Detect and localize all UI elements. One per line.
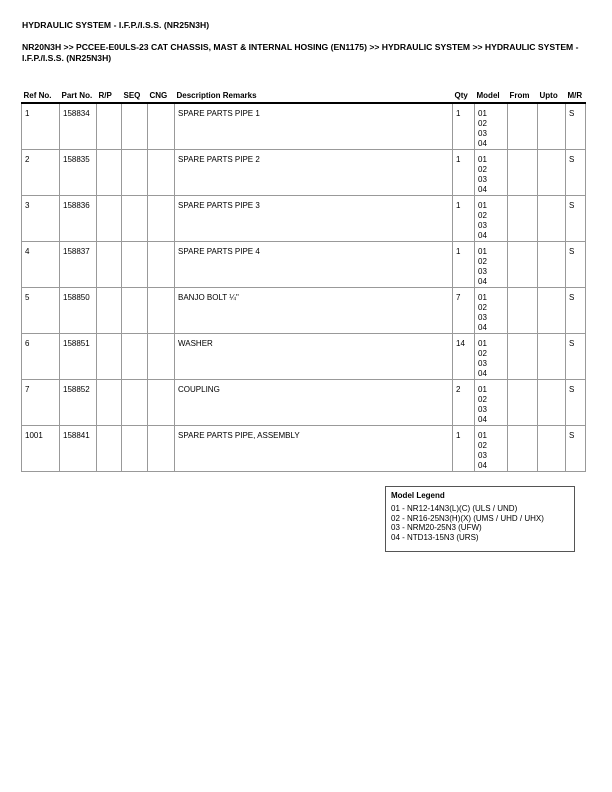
ref-no-cell: 1	[22, 103, 60, 150]
qty-cell: 2	[453, 380, 475, 426]
model-cell	[475, 196, 508, 242]
table-row	[22, 380, 586, 426]
model-cell	[475, 242, 508, 288]
model-code: 01	[478, 109, 487, 118]
ref-no-cell: 7	[22, 380, 60, 426]
table-header-row	[22, 87, 586, 103]
header-ref-no: Ref No.	[22, 87, 60, 103]
cng-cell	[148, 103, 175, 150]
ref-no-cell: 2	[22, 150, 60, 196]
mr-cell: S	[566, 426, 586, 472]
rp-cell	[97, 103, 122, 150]
header-seq: SEQ	[122, 87, 148, 103]
mr-cell: S	[566, 242, 586, 288]
model-code: 01	[478, 431, 487, 440]
mr-cell: S	[566, 288, 586, 334]
description-cell: SPARE PARTS PIPE 1	[175, 103, 453, 150]
rp-cell	[97, 288, 122, 334]
header-description: Description Remarks	[175, 87, 453, 103]
rp-cell	[97, 150, 122, 196]
from-cell	[508, 334, 538, 380]
model-legend	[385, 486, 575, 552]
mr-cell: S	[566, 196, 586, 242]
description-cell: SPARE PARTS PIPE 4	[175, 242, 453, 288]
header-mr: M/R	[566, 87, 586, 103]
model-code: 02	[478, 211, 487, 220]
upto-cell	[538, 288, 566, 334]
model-code: 04	[478, 323, 487, 332]
header-part-no: Part No.	[60, 87, 97, 103]
model-code: 03	[478, 451, 487, 460]
rp-cell	[97, 426, 122, 472]
upto-cell	[538, 150, 566, 196]
cng-cell	[148, 288, 175, 334]
seq-cell	[122, 334, 148, 380]
from-cell	[508, 242, 538, 288]
description-cell: BANJO BOLT ¼"	[175, 288, 453, 334]
model-code: 03	[478, 221, 487, 230]
model-cell	[475, 334, 508, 380]
seq-cell	[122, 150, 148, 196]
table-row	[22, 288, 586, 334]
legend-item: 01 - NR12-14N3(L)(C) (ULS / UND)	[391, 504, 518, 513]
qty-cell: 1	[453, 196, 475, 242]
model-cell	[475, 150, 508, 196]
model-cell	[475, 288, 508, 334]
rp-cell	[97, 196, 122, 242]
page-title: HYDRAULIC SYSTEM - I.F.P./I.S.S. (NR25N3H)	[22, 20, 210, 30]
table-row	[22, 103, 586, 150]
legend-item: 03 - NRM20-25N3 (UFW)	[391, 523, 482, 532]
model-code: 04	[478, 277, 487, 286]
cng-cell	[148, 426, 175, 472]
qty-cell: 1	[453, 150, 475, 196]
model-code: 02	[478, 303, 487, 312]
legend-title: Model Legend	[391, 491, 445, 500]
qty-cell: 1	[453, 242, 475, 288]
description-cell: SPARE PARTS PIPE 3	[175, 196, 453, 242]
upto-cell	[538, 334, 566, 380]
qty-cell: 1	[453, 103, 475, 150]
from-cell	[508, 426, 538, 472]
model-code: 01	[478, 385, 487, 394]
seq-cell	[122, 380, 148, 426]
table-row	[22, 426, 586, 472]
table-row	[22, 334, 586, 380]
model-code: 04	[478, 231, 487, 240]
model-code: 02	[478, 257, 487, 266]
model-code: 03	[478, 267, 487, 276]
from-cell	[508, 380, 538, 426]
part-no-cell: 158836	[60, 196, 97, 242]
model-code: 01	[478, 247, 487, 256]
part-no-cell: 158835	[60, 150, 97, 196]
model-code: 01	[478, 339, 487, 348]
seq-cell	[122, 288, 148, 334]
legend-item: 04 - NTD13-15N3 (URS)	[391, 532, 479, 542]
model-code: 03	[478, 129, 487, 138]
model-code: 02	[478, 119, 487, 128]
part-no-cell: 158850	[60, 288, 97, 334]
model-code: 01	[478, 293, 487, 302]
rp-cell	[97, 380, 122, 426]
upto-cell	[538, 380, 566, 426]
part-no-cell: 158837	[60, 242, 97, 288]
mr-cell: S	[566, 334, 586, 380]
parts-table	[21, 87, 586, 472]
model-code: 03	[478, 313, 487, 322]
header-upto: Upto	[538, 87, 566, 103]
seq-cell	[122, 196, 148, 242]
model-code: 04	[478, 185, 487, 194]
seq-cell	[122, 242, 148, 288]
qty-cell: 14	[453, 334, 475, 380]
cng-cell	[148, 334, 175, 380]
model-cell	[475, 380, 508, 426]
header-from: From	[508, 87, 538, 103]
part-no-cell: 158841	[60, 426, 97, 472]
seq-cell	[122, 426, 148, 472]
part-no-cell: 158851	[60, 334, 97, 380]
model-code: 02	[478, 441, 487, 450]
from-cell	[508, 196, 538, 242]
from-cell	[508, 103, 538, 150]
cng-cell	[148, 196, 175, 242]
ref-no-cell: 5	[22, 288, 60, 334]
model-code: 04	[478, 139, 487, 148]
model-code: 03	[478, 405, 487, 414]
ref-no-cell: 6	[22, 334, 60, 380]
table-row	[22, 196, 586, 242]
upto-cell	[538, 242, 566, 288]
header-rp: R/P	[97, 87, 122, 103]
model-code: 01	[478, 201, 487, 210]
description-cell: COUPLING	[175, 380, 453, 426]
model-code: 03	[478, 175, 487, 184]
description-cell: SPARE PARTS PIPE, ASSEMBLY	[175, 426, 453, 472]
ref-no-cell: 1001	[22, 426, 60, 472]
from-cell	[508, 150, 538, 196]
breadcrumb: NR20N3H >> PCCEE-E0ULS-23 CAT CHASSIS, MAST & INTERNAL HOSING (EN1175) >> HYDRAULIC SYSTEM >> HYDRAULIC SYSTEM - I.F.P./I.S.S. (NR25N3H)	[22, 42, 579, 63]
rp-cell	[97, 334, 122, 380]
upto-cell	[538, 196, 566, 242]
model-code: 02	[478, 349, 487, 358]
ref-no-cell: 4	[22, 242, 60, 288]
qty-cell: 1	[453, 426, 475, 472]
mr-cell: S	[566, 103, 586, 150]
legend-item: 02 - NR16-25N3(H)(X) (UMS / UHD / UHX)	[391, 513, 544, 523]
header-qty: Qty	[453, 87, 475, 103]
model-code: 04	[478, 369, 487, 378]
header-cng: CNG	[148, 87, 175, 103]
cng-cell	[148, 150, 175, 196]
header-model: Model	[475, 87, 508, 103]
model-code: 04	[478, 415, 487, 424]
model-code: 01	[478, 155, 487, 164]
upto-cell	[538, 426, 566, 472]
mr-cell: S	[566, 150, 586, 196]
from-cell	[508, 288, 538, 334]
model-cell	[475, 426, 508, 472]
table-row	[22, 242, 586, 288]
description-cell: WASHER	[175, 334, 453, 380]
model-code: 03	[478, 359, 487, 368]
model-code: 02	[478, 165, 487, 174]
upto-cell	[538, 103, 566, 150]
model-cell	[475, 103, 508, 150]
mr-cell: S	[566, 380, 586, 426]
model-code: 04	[478, 461, 487, 470]
qty-cell: 7	[453, 288, 475, 334]
model-code: 02	[478, 395, 487, 404]
cng-cell	[148, 380, 175, 426]
ref-no-cell: 3	[22, 196, 60, 242]
part-no-cell: 158852	[60, 380, 97, 426]
cng-cell	[148, 242, 175, 288]
part-no-cell: 158834	[60, 103, 97, 150]
rp-cell	[97, 242, 122, 288]
description-cell: SPARE PARTS PIPE 2	[175, 150, 453, 196]
seq-cell	[122, 103, 148, 150]
table-row	[22, 150, 586, 196]
